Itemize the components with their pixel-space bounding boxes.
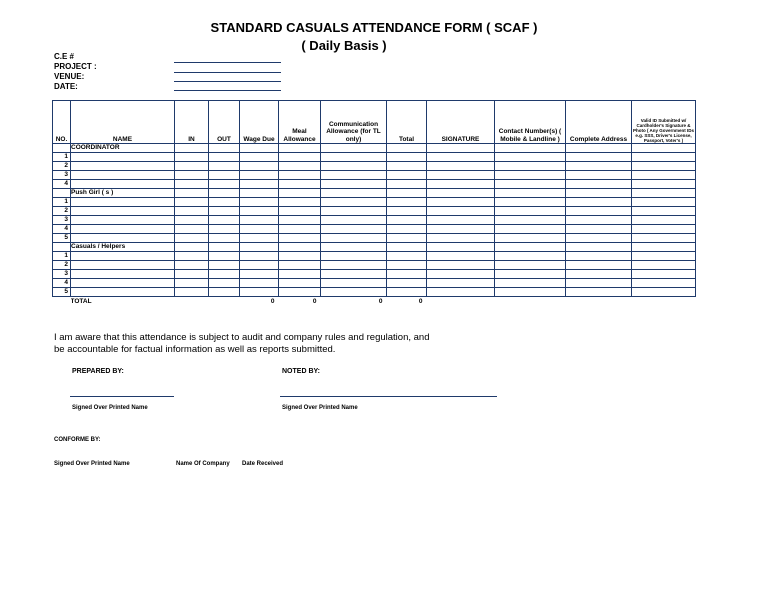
section-empty-cell <box>566 243 632 252</box>
entry-cell[interactable] <box>427 216 495 225</box>
entry-cell[interactable] <box>427 234 495 243</box>
statement-line-1: I am aware that this attendance is subject to audit and company rules and regulation, and <box>54 332 430 343</box>
entry-cell[interactable] <box>387 207 427 216</box>
entry-cell[interactable] <box>566 180 632 189</box>
entry-cell[interactable] <box>566 270 632 279</box>
entry-cell[interactable] <box>387 171 427 180</box>
section-row <box>53 243 696 252</box>
section-row <box>53 189 696 198</box>
entry-cell[interactable] <box>427 261 495 270</box>
entry-cell[interactable] <box>566 279 632 288</box>
entry-cell[interactable] <box>209 234 240 243</box>
entry-cell[interactable] <box>566 225 632 234</box>
entry-cell[interactable] <box>279 180 321 189</box>
entry-cell[interactable] <box>279 261 321 270</box>
entry-cell[interactable] <box>566 153 632 162</box>
section-empty-cell <box>632 144 696 153</box>
total-wage-due: 0 <box>240 297 279 308</box>
table-row <box>53 252 696 261</box>
entry-cell[interactable] <box>240 270 279 279</box>
entry-cell[interactable] <box>175 252 209 261</box>
entry-cell[interactable] <box>427 270 495 279</box>
total-label: TOTAL <box>71 297 175 308</box>
entry-cell[interactable] <box>495 261 566 270</box>
total-spacer <box>53 297 71 308</box>
entry-cell[interactable] <box>632 171 696 180</box>
section-empty-cell <box>175 189 209 198</box>
section-empty-cell <box>279 243 321 252</box>
section-empty-cell <box>632 243 696 252</box>
entry-cell[interactable] <box>566 171 632 180</box>
entry-cell[interactable] <box>427 198 495 207</box>
total-out-empty <box>209 297 240 308</box>
total-empty-cell <box>632 297 696 308</box>
entry-cell[interactable] <box>495 171 566 180</box>
col-meal-allowance: Meal Allowance <box>279 101 321 144</box>
noted-by-label: NOTED BY: <box>282 368 320 375</box>
entry-cell[interactable] <box>209 153 240 162</box>
section-no-cell <box>53 189 71 198</box>
prepared-by-signed-over-name: Signed Over Printed Name <box>72 405 148 411</box>
table-header-row <box>53 101 696 144</box>
entry-cell[interactable] <box>209 198 240 207</box>
entry-cell[interactable] <box>321 153 387 162</box>
entry-cell[interactable] <box>71 216 175 225</box>
attendance-table <box>52 100 696 307</box>
section-empty-cell <box>427 144 495 153</box>
entry-cell[interactable] <box>566 207 632 216</box>
date-field[interactable] <box>174 90 281 91</box>
entry-cell[interactable] <box>175 288 209 297</box>
entry-cell[interactable] <box>632 270 696 279</box>
entry-cell[interactable] <box>321 288 387 297</box>
col-name: NAME <box>71 101 175 144</box>
entry-cell[interactable] <box>566 288 632 297</box>
entry-cell[interactable] <box>71 171 175 180</box>
ce-number-field[interactable] <box>174 62 281 63</box>
row-number: 1 <box>53 252 71 261</box>
entry-cell[interactable] <box>495 180 566 189</box>
entry-cell[interactable] <box>175 225 209 234</box>
conforme-by-label: CONFORME BY: <box>54 437 101 443</box>
table-row <box>53 180 696 189</box>
entry-cell[interactable] <box>427 288 495 297</box>
table-row <box>53 162 696 171</box>
entry-cell[interactable] <box>495 234 566 243</box>
entry-cell[interactable] <box>495 153 566 162</box>
row-number: 4 <box>53 180 71 189</box>
row-number: 3 <box>53 171 71 180</box>
entry-cell[interactable] <box>175 171 209 180</box>
entry-cell[interactable] <box>240 279 279 288</box>
table-row <box>53 234 696 243</box>
entry-cell[interactable] <box>321 225 387 234</box>
entry-cell[interactable] <box>279 288 321 297</box>
entry-cell[interactable] <box>240 180 279 189</box>
section-empty-cell <box>566 189 632 198</box>
entry-cell[interactable] <box>387 162 427 171</box>
entry-cell[interactable] <box>387 288 427 297</box>
statement-line-2: be accountable for factual information as well as reports submitted. <box>54 344 336 355</box>
entry-cell[interactable] <box>279 225 321 234</box>
entry-cell[interactable] <box>387 216 427 225</box>
entry-cell[interactable] <box>387 153 427 162</box>
entry-cell[interactable] <box>240 288 279 297</box>
prepared-by-label: PREPARED BY: <box>72 368 124 375</box>
col-in: IN <box>175 101 209 144</box>
entry-cell[interactable] <box>632 180 696 189</box>
table-row <box>53 279 696 288</box>
row-number: 2 <box>53 207 71 216</box>
entry-cell[interactable] <box>387 225 427 234</box>
entry-cell[interactable] <box>71 207 175 216</box>
project-field[interactable] <box>174 72 281 73</box>
section-row <box>53 144 696 153</box>
entry-cell[interactable] <box>632 162 696 171</box>
section-empty-cell <box>632 189 696 198</box>
entry-cell[interactable] <box>240 198 279 207</box>
total-empty-cell <box>427 297 495 308</box>
entry-cell[interactable] <box>566 261 632 270</box>
entry-cell[interactable] <box>209 171 240 180</box>
entry-cell[interactable] <box>279 252 321 261</box>
entry-cell[interactable] <box>427 279 495 288</box>
entry-cell[interactable] <box>71 261 175 270</box>
entry-cell[interactable] <box>279 171 321 180</box>
entry-cell[interactable] <box>495 225 566 234</box>
entry-cell[interactable] <box>427 225 495 234</box>
section-empty-cell <box>209 243 240 252</box>
table-row <box>53 216 696 225</box>
section-empty-cell <box>495 243 566 252</box>
entry-cell[interactable] <box>209 270 240 279</box>
entry-cell[interactable] <box>321 261 387 270</box>
form-subtitle: ( Daily Basis ) <box>301 38 387 53</box>
entry-cell[interactable] <box>279 234 321 243</box>
entry-cell[interactable] <box>566 234 632 243</box>
entry-cell[interactable] <box>387 234 427 243</box>
entry-cell[interactable] <box>209 216 240 225</box>
entry-cell[interactable] <box>240 171 279 180</box>
entry-cell[interactable] <box>321 279 387 288</box>
section-empty-cell <box>495 189 566 198</box>
total-meal-allowance: 0 <box>279 297 321 308</box>
col-contact-number: Contact Number(s) ( Mobile & Landline ) <box>495 101 566 144</box>
entry-cell[interactable] <box>321 180 387 189</box>
section-empty-cell <box>321 243 387 252</box>
entry-cell[interactable] <box>427 252 495 261</box>
entry-cell[interactable] <box>209 180 240 189</box>
section-no-cell <box>53 243 71 252</box>
section-label: Casuals / Helpers <box>71 243 175 252</box>
section-empty-cell <box>321 144 387 153</box>
entry-cell[interactable] <box>279 198 321 207</box>
entry-cell[interactable] <box>175 207 209 216</box>
section-empty-cell <box>240 243 279 252</box>
entry-cell[interactable] <box>240 207 279 216</box>
section-empty-cell <box>279 189 321 198</box>
section-empty-cell <box>175 243 209 252</box>
row-number: 3 <box>53 216 71 225</box>
col-no: NO. <box>53 101 71 144</box>
entry-cell[interactable] <box>566 198 632 207</box>
entry-cell[interactable] <box>321 207 387 216</box>
project-label: PROJECT : <box>54 62 97 71</box>
entry-cell[interactable] <box>71 198 175 207</box>
entry-cell[interactable] <box>321 234 387 243</box>
entry-cell[interactable] <box>495 207 566 216</box>
date-label: DATE: <box>54 82 78 91</box>
section-empty-cell <box>209 144 240 153</box>
entry-cell[interactable] <box>175 234 209 243</box>
entry-cell[interactable] <box>427 207 495 216</box>
entry-cell[interactable] <box>632 198 696 207</box>
entry-cell[interactable] <box>321 171 387 180</box>
entry-cell[interactable] <box>321 198 387 207</box>
section-empty-cell <box>240 144 279 153</box>
section-empty-cell <box>387 243 427 252</box>
entry-cell[interactable] <box>175 153 209 162</box>
total-row <box>53 297 696 308</box>
entry-cell[interactable] <box>240 225 279 234</box>
form-title: STANDARD CASUALS ATTENDANCE FORM ( SCAF ) <box>210 20 538 35</box>
table-row <box>53 171 696 180</box>
entry-cell[interactable] <box>71 252 175 261</box>
entry-cell[interactable] <box>240 252 279 261</box>
entry-cell[interactable] <box>209 162 240 171</box>
section-no-cell <box>53 144 71 153</box>
entry-cell[interactable] <box>387 252 427 261</box>
entry-cell[interactable] <box>175 162 209 171</box>
section-label: COORDINATOR <box>71 144 175 153</box>
entry-cell[interactable] <box>209 279 240 288</box>
entry-cell[interactable] <box>240 162 279 171</box>
entry-cell[interactable] <box>209 252 240 261</box>
entry-cell[interactable] <box>321 162 387 171</box>
entry-cell[interactable] <box>321 216 387 225</box>
entry-cell[interactable] <box>495 198 566 207</box>
venue-field[interactable] <box>174 81 281 82</box>
section-empty-cell <box>427 243 495 252</box>
col-total: Total <box>387 101 427 144</box>
entry-cell[interactable] <box>240 261 279 270</box>
col-wage-due: Wage Due <box>240 101 279 144</box>
entry-cell[interactable] <box>632 288 696 297</box>
entry-cell[interactable] <box>209 207 240 216</box>
row-number: 5 <box>53 288 71 297</box>
entry-cell[interactable] <box>279 153 321 162</box>
entry-cell[interactable] <box>175 270 209 279</box>
col-complete-address: Complete Address <box>566 101 632 144</box>
col-out: OUT <box>209 101 240 144</box>
entry-cell[interactable] <box>321 252 387 261</box>
section-empty-cell <box>495 144 566 153</box>
ce-number-label: C.E # <box>54 52 75 61</box>
total-communication-allowance: 0 <box>321 297 387 308</box>
row-number: 2 <box>53 261 71 270</box>
entry-cell[interactable] <box>71 180 175 189</box>
entry-cell[interactable] <box>566 162 632 171</box>
entry-cell[interactable] <box>209 225 240 234</box>
section-empty-cell <box>175 144 209 153</box>
entry-cell[interactable] <box>495 270 566 279</box>
entry-cell[interactable] <box>632 252 696 261</box>
row-number: 5 <box>53 234 71 243</box>
entry-cell[interactable] <box>71 153 175 162</box>
entry-cell[interactable] <box>387 279 427 288</box>
section-empty-cell <box>209 189 240 198</box>
venue-label: VENUE: <box>54 72 85 81</box>
row-number: 1 <box>53 198 71 207</box>
entry-cell[interactable] <box>387 270 427 279</box>
entry-cell[interactable] <box>279 270 321 279</box>
entry-cell[interactable] <box>495 162 566 171</box>
total-empty-cell <box>495 297 566 308</box>
col-valid-id: Valid ID Submitted w/ Cardholder's Signature & Photo ( Any Government IDs e.g. SSS, Driver's License, Passport, Voter's ) <box>632 101 696 144</box>
entry-cell[interactable] <box>71 234 175 243</box>
entry-cell[interactable] <box>566 216 632 225</box>
section-empty-cell <box>387 144 427 153</box>
table-row <box>53 207 696 216</box>
name-of-company-label: Name Of Company <box>176 461 230 467</box>
entry-cell[interactable] <box>279 216 321 225</box>
entry-cell[interactable] <box>387 198 427 207</box>
entry-cell[interactable] <box>279 207 321 216</box>
section-empty-cell <box>240 189 279 198</box>
section-empty-cell <box>387 189 427 198</box>
entry-cell[interactable] <box>566 252 632 261</box>
table-row <box>53 225 696 234</box>
entry-cell[interactable] <box>209 261 240 270</box>
entry-cell[interactable] <box>387 261 427 270</box>
total-total: 0 <box>387 297 427 308</box>
entry-cell[interactable] <box>279 279 321 288</box>
conforme-signed-over-name: Signed Over Printed Name <box>54 461 130 467</box>
entry-cell[interactable] <box>71 279 175 288</box>
table-row <box>53 153 696 162</box>
col-communication-allowance: Communication Allowance (for TL only) <box>321 101 387 144</box>
entry-cell[interactable] <box>632 225 696 234</box>
entry-cell[interactable] <box>632 261 696 270</box>
noted-by-signed-over-name: Signed Over Printed Name <box>282 405 358 411</box>
section-empty-cell <box>279 144 321 153</box>
noted-by-signature-line[interactable] <box>280 396 497 397</box>
entry-cell[interactable] <box>427 153 495 162</box>
entry-cell[interactable] <box>495 279 566 288</box>
entry-cell[interactable] <box>632 207 696 216</box>
entry-cell[interactable] <box>71 162 175 171</box>
entry-cell[interactable] <box>427 162 495 171</box>
total-empty-cell <box>566 297 632 308</box>
entry-cell[interactable] <box>632 234 696 243</box>
entry-cell[interactable] <box>427 171 495 180</box>
prepared-by-signature-line[interactable] <box>70 396 174 397</box>
entry-cell[interactable] <box>427 180 495 189</box>
entry-cell[interactable] <box>175 216 209 225</box>
table-row <box>53 270 696 279</box>
entry-cell[interactable] <box>495 216 566 225</box>
table-row <box>53 198 696 207</box>
table-row <box>53 261 696 270</box>
entry-cell[interactable] <box>71 225 175 234</box>
row-number: 4 <box>53 225 71 234</box>
entry-cell[interactable] <box>632 153 696 162</box>
entry-cell[interactable] <box>387 180 427 189</box>
entry-cell[interactable] <box>279 162 321 171</box>
row-number: 1 <box>53 153 71 162</box>
table-row <box>53 288 696 297</box>
row-number: 3 <box>53 270 71 279</box>
entry-cell[interactable] <box>632 216 696 225</box>
section-empty-cell <box>321 189 387 198</box>
entry-cell[interactable] <box>632 279 696 288</box>
entry-cell[interactable] <box>175 261 209 270</box>
section-label: Push Girl ( s ) <box>71 189 175 198</box>
entry-cell[interactable] <box>321 270 387 279</box>
entry-cell[interactable] <box>240 234 279 243</box>
section-empty-cell <box>427 189 495 198</box>
entry-cell[interactable] <box>71 270 175 279</box>
entry-cell[interactable] <box>495 288 566 297</box>
entry-cell[interactable] <box>175 198 209 207</box>
row-number: 2 <box>53 162 71 171</box>
entry-cell[interactable] <box>71 288 175 297</box>
attendance-statement <box>54 332 429 356</box>
date-received-label: Date Received <box>242 461 284 467</box>
section-empty-cell <box>566 144 632 153</box>
entry-cell[interactable] <box>175 180 209 189</box>
entry-cell[interactable] <box>175 279 209 288</box>
total-in-empty <box>175 297 209 308</box>
entry-cell[interactable] <box>209 288 240 297</box>
col-signature: SIGNATURE <box>427 101 495 144</box>
entry-cell[interactable] <box>240 153 279 162</box>
entry-cell[interactable] <box>495 252 566 261</box>
entry-cell[interactable] <box>240 216 279 225</box>
row-number: 4 <box>53 279 71 288</box>
